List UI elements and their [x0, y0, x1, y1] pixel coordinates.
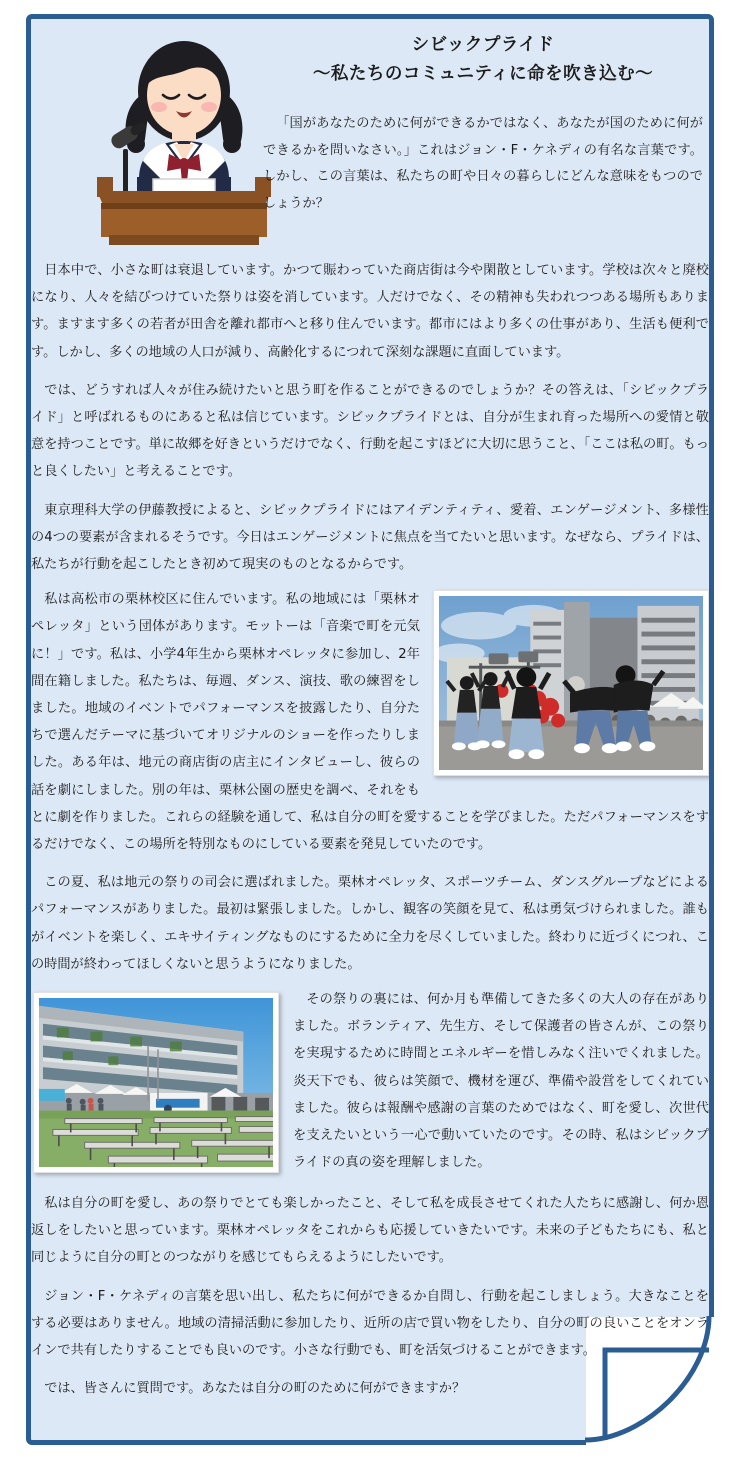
- body-paragraph-5: この夏、私は地元の祭りの司会に選ばれました。栗林オペレッタ、スポーツチーム、ダンスグループなどによるパフォーマンスがありました。最初は緊張しました。しかし、観客の笑顔を見て、私は勇気づけられました。誰もがイベントを楽しく、エキサイティングなものにするために全力を尽くしていました。終わりに近づくにつれ、この時間が終わってほしくないと思うようになりました。: [31, 875, 709, 972]
- body-paragraph-4: 私は高松市の栗林校区に住んでいます。私の地域には「栗林オペレッタ」という団体があります。モットーは「音楽で町を元気に！」です。私は、小学4年生から栗林オペレッタに参加し、2年間在籍しました。私たちは、毎週、ダンス、演技、歌の練習をしました。地域のイベントでパフォーマンスを披露したり、自分たちで選んだテーマに基づいてオリジナルのショーを作ったりしました。ある年は、地元の商店街の店主にインタビューし、彼らの話を劇にしました。別の年は、栗林公園の歴史を調べ、それをもとに劇を作りました。これらの経験を通して、私は自分の町を愛することを学びました。ただパフォーマンスをするだけでなく、この場所を特別なものにしている要素を発見していたのです。: [31, 592, 709, 853]
- paragraph-spacer: [31, 488, 709, 497]
- closing-question-paragraph: では、皆さんに質問です。あなたは自分の町のために何ができますか？: [44, 1381, 466, 1397]
- festival-dance-performance-photo: [433, 590, 709, 776]
- lead-quote-paragraph: 「国があなたのために何ができるかではなく、あなたが国のために何ができるかを問いなさい。」これはジョン・F・ケネディの有名な言葉です。しかし、この言葉は、私たちの町や日々の暮らしにどんな意味をもつのでしょうか？: [263, 116, 703, 211]
- body-paragraph-6: その祭りの裏には、何か月も準備してきた多くの大人の存在がありました。ボランティア、先生方、そして保護者の皆さんが、この祭りを実現するために時間とエネルギーを惜しみなく注いでくれました。炎天下でも、彼らは笑顔で、機材を運び、準備や設営をしてくれていました。彼らは報酬や感謝の言葉のためではなく、町を愛し、次世代を支えたいという一心で動いていたのです。その時、私はシビックプライドの真の姿を理解しました。: [293, 992, 709, 1171]
- body-paragraph-2: では、どうすれば人々が住み続けたいと思う町を作ることができるのでしょうか？その答えは、「シビックプライド」と呼ばれるものにあると私は信じています。シビックプライドとは、自分が生まれ育った場所への愛情と敬意を持つことです。単に故郷を好きというだけでなく、行動を起こすほどに大切に思うこと、「ここは私の町。もっと良くしたい」と考えることです。: [31, 382, 709, 480]
- paragraph-6-with-photo: [31, 986, 709, 1181]
- paragraph-spacer: [31, 368, 709, 377]
- paragraph-4-with-photo: [31, 586, 709, 860]
- body-paragraph-8: ジョン・F・ケネディの言葉を思い出し、私たちに何ができるか自問し、行動を起こしましょう。大きなことをする必要はありません。地域の清掃活動に参加したり、近所の店で買い物をしたり、自分の町の良いことをオンラインで共有したりすることでも良いのです。小さな行動でも、町を活気づけることができます。: [31, 1288, 709, 1359]
- paragraph-spacer: [31, 860, 709, 869]
- body-paragraph-3: 東京理科大学の伊藤教授によると、シビックプライドにはアイデンティティ、愛着、エンゲージメント、多様性の4つの要素が含まれるそうです。今日はエンゲージメントに焦点を当てたいと思います。なぜなら、プライドは、私たちが行動を起こしたとき初めて現実のものとなるからです。: [31, 502, 709, 573]
- body-paragraph-7: 私は自分の町を愛し、あの祭りでとても楽しかったこと、そして私を成長させてくれた人たちに感謝し、何か恩返しをしたいと思っています。栗林オペレッタをこれからも応援していきたいです。未来の子どもたちにも、私と同じように自分の町とのつながりを感じてもらえるようにしたいです。: [31, 1196, 709, 1266]
- paragraph-spacer: [31, 1181, 709, 1190]
- paragraph-spacer: [31, 1366, 709, 1375]
- hero-text-block: [263, 31, 703, 217]
- paragraph-spacer: [31, 1274, 709, 1283]
- girl-speaking-at-podium-illustration: [79, 29, 289, 247]
- hero-section: [31, 19, 709, 257]
- title-line-1: シビックプライド: [411, 35, 555, 55]
- title-line-2: 〜私たちのコミュニティに命を吹き込む〜: [312, 64, 654, 84]
- page-title: [263, 31, 703, 89]
- body-paragraph-1: 日本中で、小さな町は衰退しています。かつて賑わっていた商店街は今や閑散としています。学校は次々と廃校になり、人々を結びつけていた祭りは姿を消しています。人だけでなく、その精神も失われつつある場所もあります。ますます多くの若者が田舎を離れ都市へと移り住んでいます。都市にはより多くの仕事があり、生活も便利です。しかし、多くの地域の人口が減り、高齢化するにつれて深刻な課題に直面しています。: [31, 263, 709, 360]
- school-building-field-setup-photo: [33, 992, 279, 1173]
- handout-content: [31, 19, 709, 1440]
